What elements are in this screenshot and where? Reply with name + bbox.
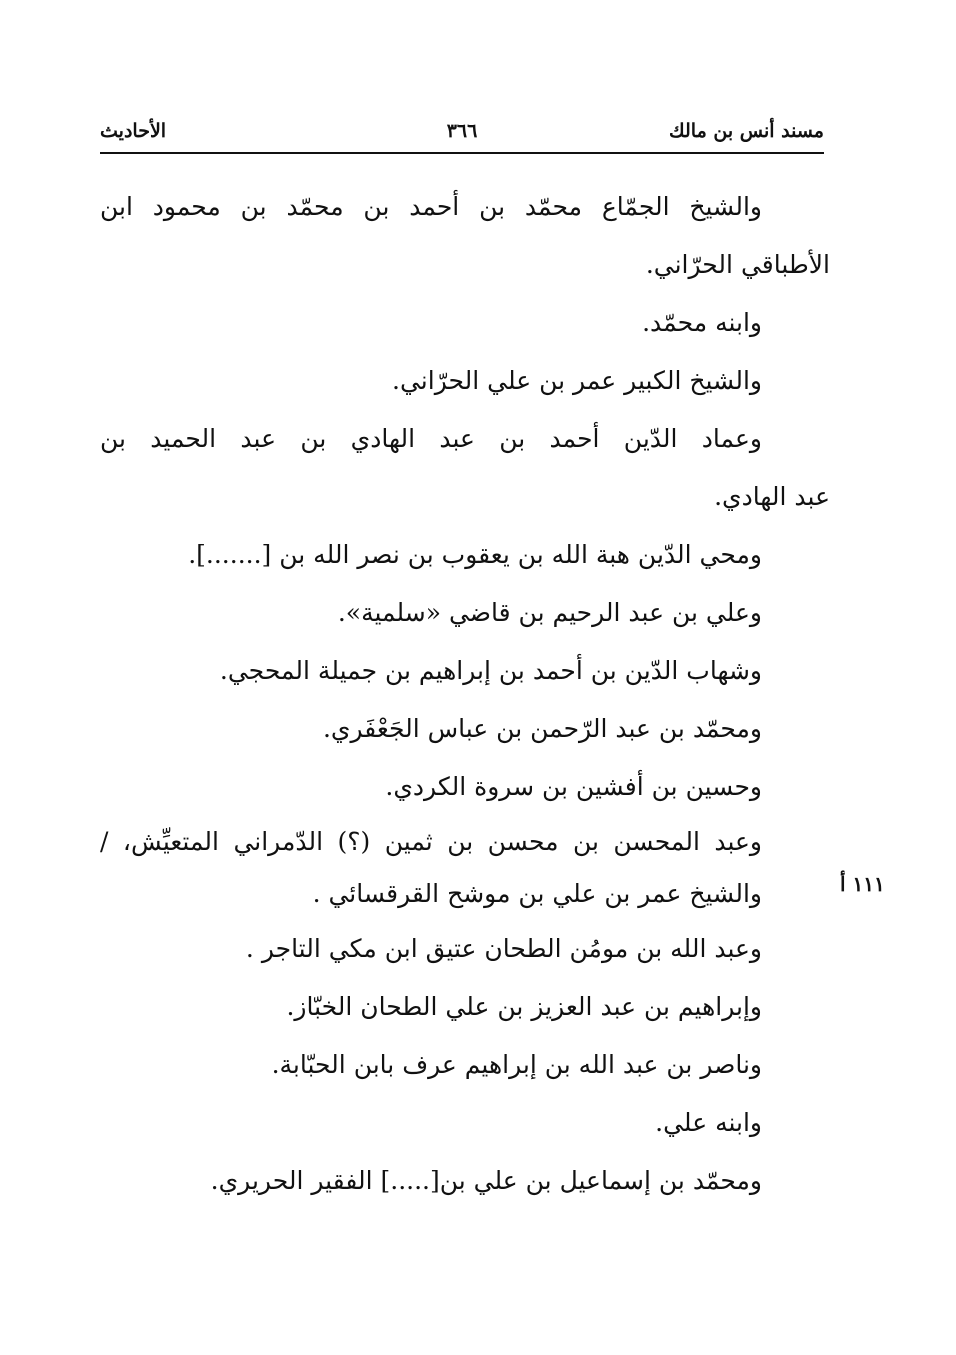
text-line: وناصر بن عبد الله بن إبراهيم عرف بابن الحبّابة. <box>271 1050 762 1079</box>
text-line: والشيخ عمر بن علي بن موشح القرقسائي . <box>312 879 762 908</box>
body-text <box>100 178 830 1210</box>
text-line: عبد الهادي. <box>714 482 830 511</box>
text-line: وشهاب الدّين بن أحمد بن إبراهيم بن جميلة المحجي. <box>219 656 762 685</box>
text-line: وعلي بن عبد الرحيم بن قاضي «سلمية». <box>337 598 762 627</box>
text-line: وابنه علي. <box>655 1108 762 1137</box>
text-line: والشيخ الكبير عمر بن علي الحرّاني. <box>392 366 762 395</box>
text-line: وحسين بن أفشين بن سروة الكردي. <box>385 772 762 801</box>
text-line: وعماد الدّين أحمد بن عبد الهادي بن عبد الحميد بن <box>100 424 762 453</box>
section-title: الأحاديث <box>100 120 167 142</box>
text-line: ومحي الدّين هبة الله بن يعقوب بن نصر الله بن [.......]. <box>188 540 762 569</box>
running-header <box>100 112 824 152</box>
text-line: ومحمّد بن عبد الرّحمن بن عباس الجَعْفَري. <box>322 714 762 743</box>
margin-folio-note: ١١١ أ <box>840 872 885 896</box>
text-line: الأطباقي الحرّاني. <box>645 250 830 279</box>
text-line: وإبراهيم بن عبد العزيز بن علي الطحان الخبّاز. <box>286 992 762 1021</box>
text-line: وابنه محمّد. <box>642 308 762 337</box>
book-title: مسند أنس بن مالك <box>669 120 824 142</box>
text-line: والشيخ الجمّاع محمّد بن أحمد بن محمّد بن محمود ابن <box>100 192 762 221</box>
page-number: ٣٦٦ <box>446 120 478 142</box>
text-line: وعبد المحسن بن محسن بن ثمين (؟) الدّمراني المتعيِّش، / <box>100 827 762 856</box>
text-line: وعبد الله بن مومُن الطحان عتيق ابن مكي التاجر . <box>245 934 762 963</box>
header-rule <box>100 152 824 154</box>
text-line: ومحمّد بن إسماعيل بن علي بن[.....] الفقير الحريري. <box>210 1166 762 1195</box>
